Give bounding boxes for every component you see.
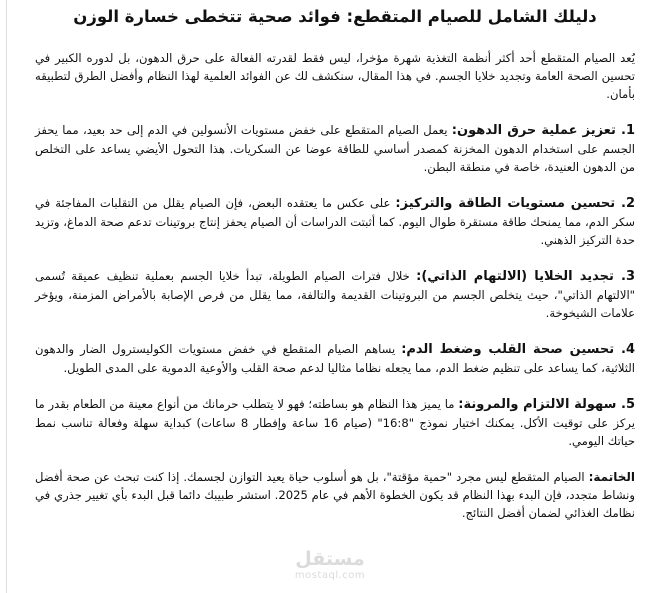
section-body: يساهم الصيام المتقطع في خفض مستويات الكوليسترول الضار والدهون الثلاثية، كما يساعد على تنظيم ضغط الدم، مما يجعله نظاما مثاليا لدعم صحة القلب والأوعية الدموية على المدى الطويل. xyxy=(35,342,635,375)
conclusion-paragraph xyxy=(35,468,635,522)
article-title: دليلك الشامل للصيام المتقطع: فوائد صحية تتخطى خسارة الوزن xyxy=(73,7,597,26)
section-body: يعمل الصيام المتقطع على خفض مستويات الأنسولين في الدم إلى حد بعيد، مما يحفز الجسم على استخدام الدهون المخزنة كمصدر أساسي للطاقة عوضا عن السكريات. هذا التحول الأيضي يساعد على التخلص من الدهون العنيدة، خاصة في منطقة البطن. xyxy=(35,123,635,174)
section-paragraph xyxy=(35,194,635,249)
conclusion-body: الصيام المتقطع ليس مجرد "حمية مؤقتة"، بل هو أسلوب حياة يعيد التوازن لجسمك. إذا كنت تبحث عن صحة أفضل ونشاط متجدد، فإن البدء بهذا النظام قد يكون الخطوة الأهم في عام 2025. استشر طبيبك دائما قبل البدء بأي تغيير جذري في نظامك الغذائي لضمان أفضل النتائج. xyxy=(35,470,635,520)
section-heading: 3. تجديد الخلايا (الالتهام الذاتي): xyxy=(416,269,636,284)
watermark-latin: mostaql.com xyxy=(294,570,366,581)
section-heading: 2. تحسين مستويات الطاقة والتركيز: xyxy=(395,196,635,211)
watermark-arabic: مستقل xyxy=(295,548,365,570)
section-body: خلال فترات الصيام الطويلة، تبدأ خلايا الجسم بعملية تنظيف عميقة تُسمى "الالتهام الذاتي"، حيث يتخلص الجسم من البروتينات القديمة والتالفة، مما يقلل من فرص الإصابة بالأمراض المزمنة، ويؤخر علامات الشيخوخة. xyxy=(35,269,635,320)
section-paragraph xyxy=(35,121,635,176)
section-paragraph xyxy=(35,340,635,377)
section-paragraph xyxy=(35,395,635,450)
intro-paragraph: يُعد الصيام المتقطع أحد أكثر أنظمة التغذية شهرة مؤخرا، ليس فقط لقدرته الفعالة على حرق الدهون، بل لدوره الكبير في تحسين الصحة العامة وتجديد خلايا الجسم. في هذا المقال، سنكشف لك عن الفوائد العلمية لهذا النظام وأفضل الطرق لتطبيقه بأمان. xyxy=(35,51,635,101)
article xyxy=(35,6,635,540)
section-heading: 5. سهولة الالتزام والمرونة: xyxy=(458,397,635,412)
watermark-logo xyxy=(290,548,370,582)
section-body: ما يميز هذا النظام هو بساطته؛ فهو لا يتطلب حرمانك من أنواع معينة من الطعام بقدر ما يركز على توقيت الأكل. يمكنك اختيار نموذج "16:8" (صيام 16 ساعة وإفطار 8 ساعات) كبداية سهلة وفعالة تناسب نمط حياتك اليومي. xyxy=(35,397,635,448)
section-heading: 4. تحسين صحة القلب وضغط الدم: xyxy=(401,342,635,357)
section-heading: 1. تعزيز عملية حرق الدهون: xyxy=(451,123,635,138)
section-body: على عكس ما يعتقده البعض، فإن الصيام يقلل من التقلبات المفاجئة في سكر الدم، مما يمنحك طاقة مستقرة طوال اليوم. كما أثبتت الدراسات أن الصيام يحفز إنتاج بروتينات تدعم صحة الدماغ، وتزيد حدة التركيز الذهني. xyxy=(35,196,635,247)
conclusion-heading: الخاتمة: xyxy=(588,470,635,484)
document-page xyxy=(6,0,657,593)
section-paragraph xyxy=(35,267,635,322)
